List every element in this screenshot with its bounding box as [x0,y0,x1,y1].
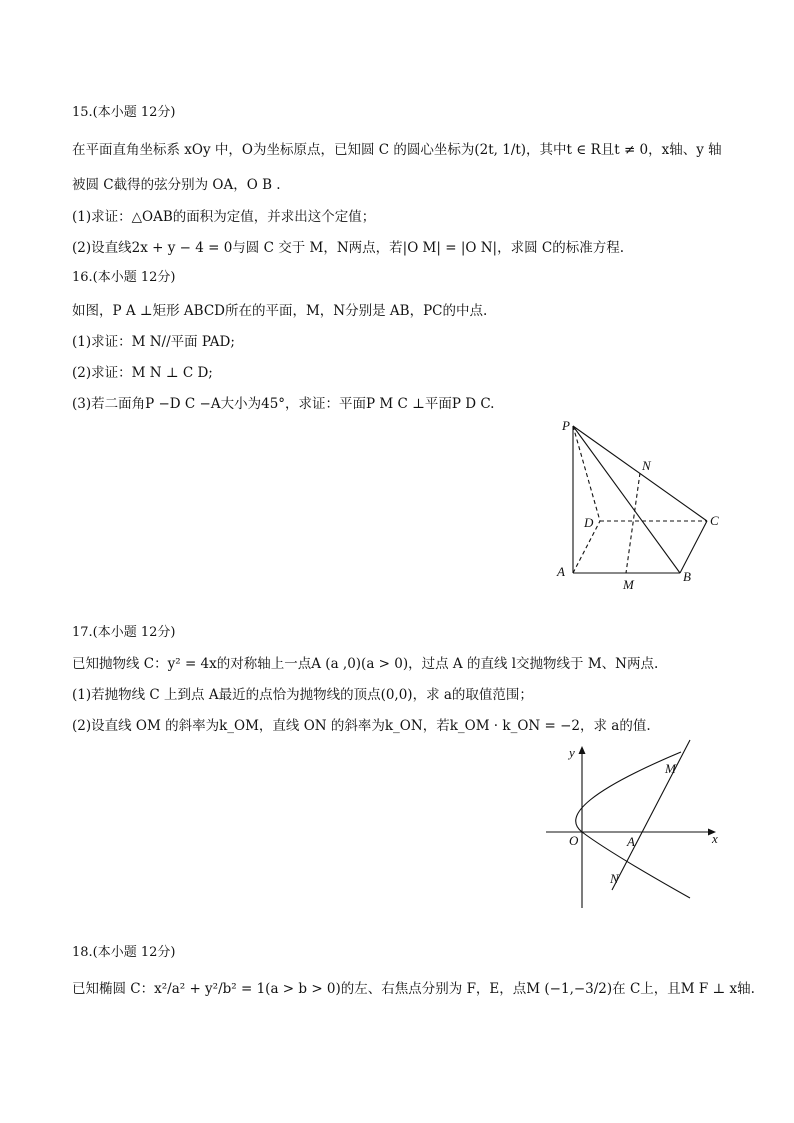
q16-part-1: (1)求证：M N//平面 PAD; [72,334,235,350]
edge-PB [573,426,680,573]
q16-part-2: (2)求证：M N ⊥ C D; [72,365,213,381]
q18-line-1: 已知椭圆 C：x²/a² + y²/b² = 1(a > b > 0)的左、右焦点分别为 F，E，点M (−1,−3/2)在 C上，且M F ⊥ x轴. [72,981,755,997]
label-A: A [557,564,565,579]
q16-line-1: 如图，P A ⊥矩形 ABCD所在的平面，M，N分别是 AB，PC的中点. [72,303,488,319]
q17-part-2: (2)设直线 OM 的斜率为k_OM，直线 ON 的斜率为k_ON，若k_OM · k_ON = −2，求 a的值. [72,718,651,734]
q15-line-2: 被圆 C截得的弦分别为 OA，O B . [72,177,281,193]
label-N: N [610,871,619,886]
q17-line-1: 已知抛物线 C：y² = 4x的对称轴上一点A (a ,0)(a > 0)，过点 A 的直线 l交抛物线于 M、N两点. [72,656,659,672]
line-l [612,740,690,890]
edge-PD [573,426,600,521]
label-M: M [623,577,634,592]
label-M: M [665,761,676,776]
parabola-figure [540,740,730,915]
q15-line-1: 在平面直角坐标系 xOy 中，O为坐标原点，已知圆 C 的圆心坐标为(2t, 1/t)，其中t ∈ R且t ≠ 0，x轴、y 轴 [72,142,722,158]
q16-header: 16.(本小题 12分) [72,270,176,285]
edge-BC [680,521,707,573]
label-D: D [584,515,594,530]
pyramid-figure [540,410,740,600]
label-B: B [683,569,691,584]
q15-part-1: (1)求证：△OAB的面积为定值，并求出这个定值； [72,209,376,225]
segment-MN [626,473,640,573]
label-P: P [562,418,570,433]
q15-header: 15.(本小题 12分) [72,105,176,120]
label-x: x [712,831,718,846]
label-N: N [642,458,651,473]
q16-part-3: (3)若二面角P −D C −A大小为45°，求证：平面P M C ⊥平面P D C. [72,396,495,412]
q17-part-1: (1)若抛物线 C 上到点 A最近的点恰为抛物线的顶点(0,0)，求 a的取值范围； [72,687,533,703]
q17-header: 17.(本小题 12分) [72,625,176,640]
label-C: C [710,513,719,528]
label-y: y [569,745,575,760]
label-A: A [627,834,635,849]
q15-part-2: (2)设直线2x + y − 4 = 0与圆 C 交于 M，N两点，若|O M| = |O N|，求圆 C的标准方程. [72,240,625,256]
y-axis-arrow [579,746,586,754]
q18-header: 18.(本小题 12分) [72,945,176,960]
label-O: O [569,833,579,848]
